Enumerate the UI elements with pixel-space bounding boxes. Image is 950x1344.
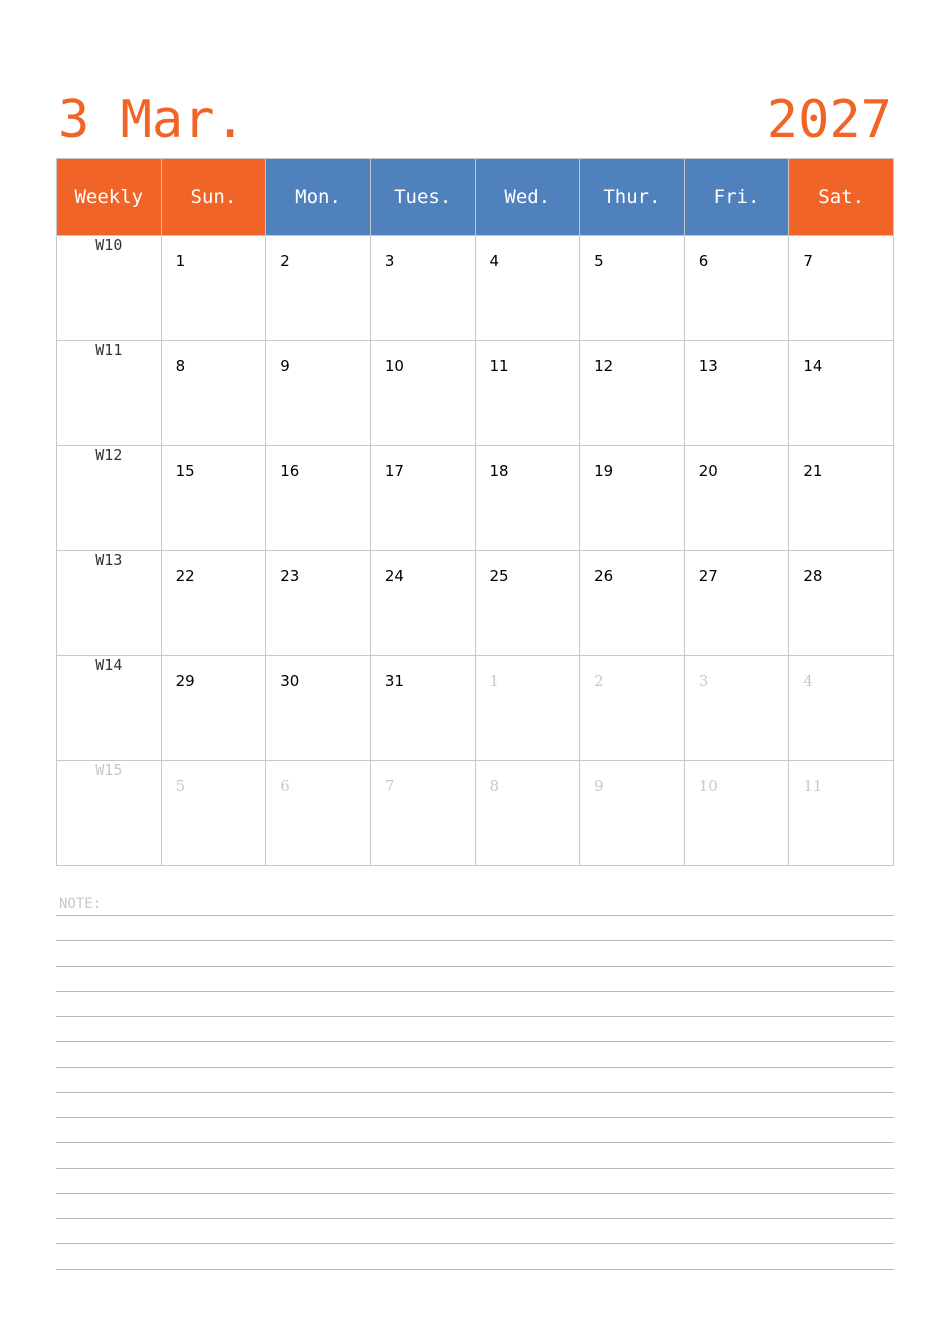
note-line[interactable]	[56, 966, 894, 967]
day-cell[interactable]	[789, 551, 894, 656]
day-number: 17	[384, 462, 404, 480]
day-cell[interactable]	[266, 341, 371, 446]
day-number: 4	[803, 672, 813, 690]
day-number: 7	[384, 777, 395, 795]
note-line[interactable]	[56, 1117, 894, 1118]
note-line[interactable]	[56, 1168, 894, 1169]
day-number: 14	[803, 357, 823, 375]
week-number: W15	[57, 761, 162, 866]
day-number: 3	[698, 672, 709, 690]
week-row	[57, 656, 894, 761]
day-number: 3	[384, 252, 395, 270]
header-wednesday: Wed.	[475, 159, 580, 236]
note-line[interactable]	[56, 1041, 894, 1042]
day-number: 24	[384, 567, 404, 585]
notes-label: NOTE:	[59, 896, 102, 912]
note-line[interactable]	[56, 1067, 894, 1068]
week-number: W10	[57, 236, 162, 341]
day-cell[interactable]	[370, 551, 475, 656]
day-number: 9	[280, 357, 290, 375]
header-saturday: Sat.	[789, 159, 894, 236]
day-cell[interactable]	[161, 761, 266, 866]
week-row	[57, 236, 894, 341]
week-number: W11	[57, 341, 162, 446]
day-cell[interactable]	[580, 656, 685, 761]
note-line[interactable]	[56, 1092, 894, 1093]
week-number: W14	[57, 656, 162, 761]
day-cell[interactable]	[684, 551, 789, 656]
day-number: 15	[175, 462, 195, 480]
day-number: 27	[698, 567, 718, 585]
day-number: 10	[384, 357, 404, 375]
day-number: 5	[175, 777, 186, 795]
note-line[interactable]	[56, 915, 894, 916]
weekday-header-row	[57, 159, 894, 236]
year-title: 2027	[766, 90, 892, 150]
day-number: 28	[803, 567, 823, 585]
day-number: 4	[489, 252, 500, 270]
note-line[interactable]	[56, 940, 894, 941]
week-row	[57, 341, 894, 446]
day-cell[interactable]	[789, 236, 894, 341]
note-line[interactable]	[56, 1193, 894, 1194]
day-cell[interactable]	[266, 446, 371, 551]
day-cell[interactable]	[475, 341, 580, 446]
week-number: W13	[57, 551, 162, 656]
note-line[interactable]	[56, 1243, 894, 1244]
day-number: 8	[175, 357, 186, 375]
day-number: 22	[175, 567, 195, 585]
day-number: 1	[489, 672, 500, 690]
day-cell[interactable]	[370, 341, 475, 446]
day-cell[interactable]	[370, 236, 475, 341]
note-line[interactable]	[56, 1218, 894, 1219]
day-cell[interactable]	[684, 236, 789, 341]
day-number: 8	[489, 777, 500, 795]
day-cell[interactable]	[580, 236, 685, 341]
day-number: 6	[698, 252, 709, 270]
day-number: 26	[594, 567, 614, 585]
day-cell[interactable]	[684, 656, 789, 761]
header-thursday: Thur.	[580, 159, 685, 236]
day-cell[interactable]	[161, 341, 266, 446]
header-monday: Mon.	[266, 159, 371, 236]
day-cell[interactable]	[684, 446, 789, 551]
day-number: 10	[698, 777, 718, 795]
day-cell[interactable]	[161, 551, 266, 656]
day-number: 23	[280, 567, 300, 585]
day-cell[interactable]	[789, 761, 894, 866]
header-tuesday: Tues.	[370, 159, 475, 236]
day-cell[interactable]	[266, 551, 371, 656]
note-line[interactable]	[56, 1016, 894, 1017]
day-number: 11	[803, 777, 823, 795]
day-number: 12	[594, 357, 614, 375]
day-cell[interactable]	[684, 341, 789, 446]
day-cell[interactable]	[475, 446, 580, 551]
calendar-grid	[56, 158, 894, 866]
week-row	[57, 446, 894, 551]
day-cell[interactable]	[475, 236, 580, 341]
header-sunday: Sun.	[161, 159, 266, 236]
day-cell[interactable]	[266, 236, 371, 341]
day-cell[interactable]	[475, 551, 580, 656]
day-number: 21	[803, 462, 823, 480]
day-cell[interactable]	[580, 446, 685, 551]
day-number: 20	[698, 462, 718, 480]
note-line[interactable]	[56, 1269, 894, 1270]
day-number: 16	[280, 462, 300, 480]
day-cell[interactable]	[161, 656, 266, 761]
week-number: W12	[57, 446, 162, 551]
week-row	[57, 761, 894, 866]
day-number: 9	[594, 777, 604, 795]
day-cell[interactable]	[475, 761, 580, 866]
day-number: 1	[175, 252, 186, 270]
header-friday: Fri.	[684, 159, 789, 236]
day-cell[interactable]	[161, 236, 266, 341]
day-number: 5	[594, 252, 604, 270]
day-number: 29	[175, 672, 195, 690]
day-cell[interactable]	[684, 761, 789, 866]
day-cell[interactable]	[580, 341, 685, 446]
day-cell[interactable]	[370, 761, 475, 866]
calendar-body	[57, 236, 894, 866]
day-cell[interactable]	[789, 656, 894, 761]
week-row	[57, 551, 894, 656]
day-cell[interactable]	[789, 341, 894, 446]
day-cell[interactable]	[370, 446, 475, 551]
note-line[interactable]	[56, 1142, 894, 1143]
day-cell[interactable]	[475, 656, 580, 761]
header-weekly: Weekly	[57, 159, 162, 236]
day-cell[interactable]	[161, 446, 266, 551]
day-number: 18	[489, 462, 509, 480]
day-number: 7	[803, 252, 813, 270]
day-number: 6	[280, 777, 290, 795]
day-number: 2	[594, 672, 604, 690]
day-number: 13	[698, 357, 718, 375]
day-cell[interactable]	[266, 761, 371, 866]
day-cell[interactable]	[370, 656, 475, 761]
day-number: 11	[489, 357, 509, 375]
day-cell[interactable]	[580, 551, 685, 656]
day-cell[interactable]	[580, 761, 685, 866]
day-number: 2	[280, 252, 290, 270]
note-line[interactable]	[56, 991, 894, 992]
day-cell[interactable]	[266, 656, 371, 761]
day-cell[interactable]	[789, 446, 894, 551]
day-number: 30	[280, 672, 300, 690]
day-number: 25	[489, 567, 509, 585]
day-number: 19	[594, 462, 614, 480]
month-title: 3 Mar.	[58, 90, 246, 150]
day-number: 31	[384, 672, 404, 690]
